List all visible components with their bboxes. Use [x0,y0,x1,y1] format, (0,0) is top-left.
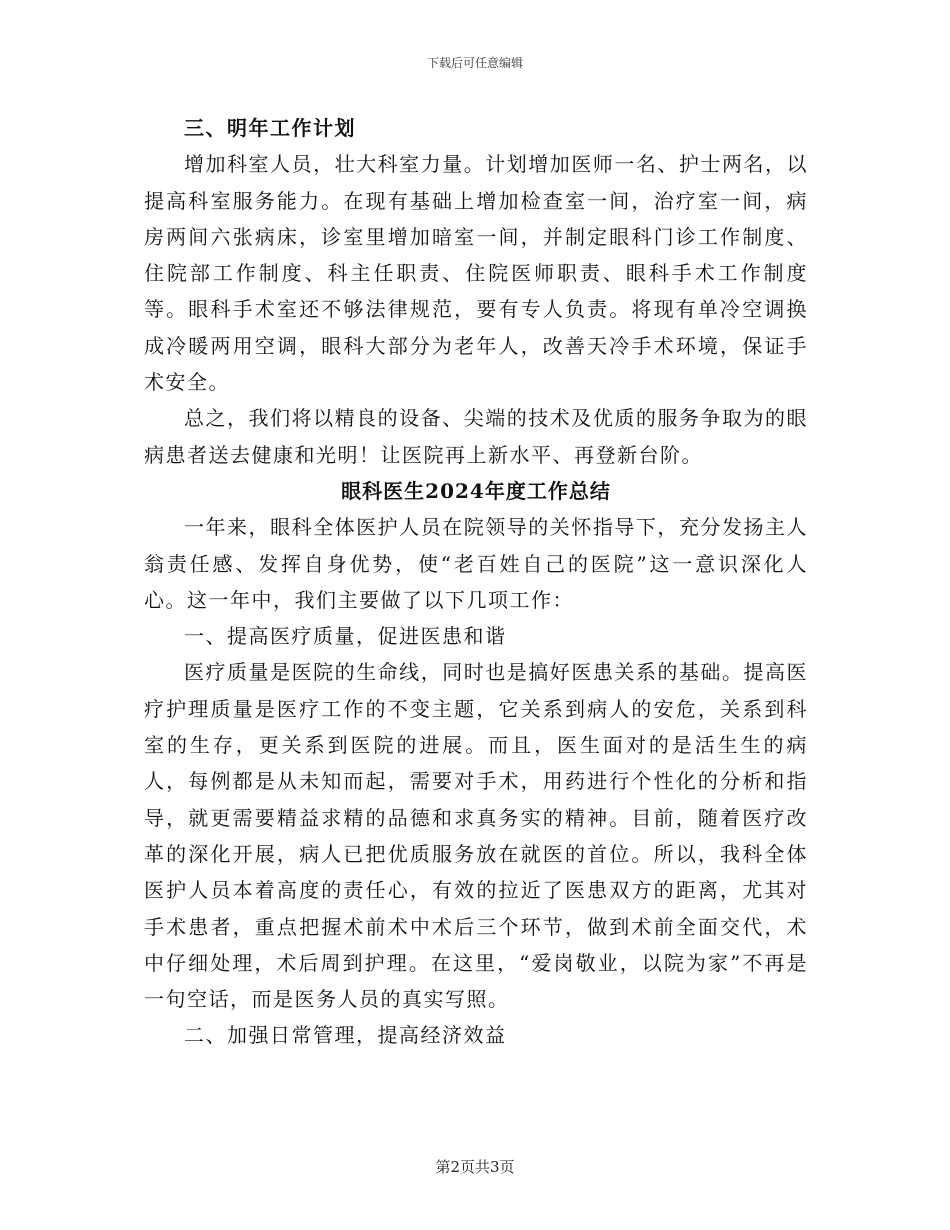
page-footer: 第2页共3页 [435,1158,515,1176]
page-header: 下载后可任意编辑 [426,56,523,70]
paragraph-quality: 医疗质量是医院的生命线，同时也是搞好医患关系的基础。提高医疗护理质量是医疗工作的不变主题，它关系到病人的安危，关系到科室的生存，更关系到医院的进展。而且，医生面对的是活生生的病人，每例都是从未知而起，需要对手术，用药进行个性化的分析和指导，就更需要精益求精的品德和求真务实的精神。目前，随着医疗改革的深化开展，病人已把优质服务放在就医的首位。所以，我科全体医护人员本着高度的责任心，有效的拉近了医患双方的距离，尤其对手术患者，重点把握术前术中术后三个环节，做到术前全面交代，术中仔细处理，术后周到护理。在这里，“爱岗敬业，以院为家”不再是一句空话，而是医务人员的真实写照。 [144,660,808,1012]
subheading-management: 二、加强日常管理，提高经济效益 [184,1023,507,1048]
section-heading-plan: 三、明年工作计划 [184,116,356,140]
paragraph-plan: 增加科室人员，壮大科室力量。计划增加医师一名、护士两名，以提高科室服务能力。在现有基础上增加检查室一间，治疗室一间，病房两间六张病床，诊室里增加暗室一间，并制定眼科门诊工作制度、住院部工作制度、科主任职责、住院医师职责、眼科手术工作制度等。眼科手术室还不够法律规范，要有专人负责。将现有单冷空调换成冷暖两用空调，眼科大部分为老年人，改善天冷手术环境，保证手术安全。 [144,152,808,395]
subheading-quality: 一、提高医疗质量，促进医患和谐 [184,624,507,649]
document-title: 眼科医生2024年度工作总结 [341,478,611,503]
paragraph-intro: 一年来，眼科全体医护人员在院领导的关怀指导下，充分发扬主人翁责任感、发挥自身优势，使“老百姓自己的医院”这一意识深化人心。这一年中，我们主要做了以下几项工作： [144,515,808,612]
document-body [144,110,808,1054]
paragraph-conclusion: 总之，我们将以精良的设备、尖端的技术及优质的服务争取为的眼病患者送去健康和光明！让医院再上新水平、再登新台阶。 [144,406,808,467]
